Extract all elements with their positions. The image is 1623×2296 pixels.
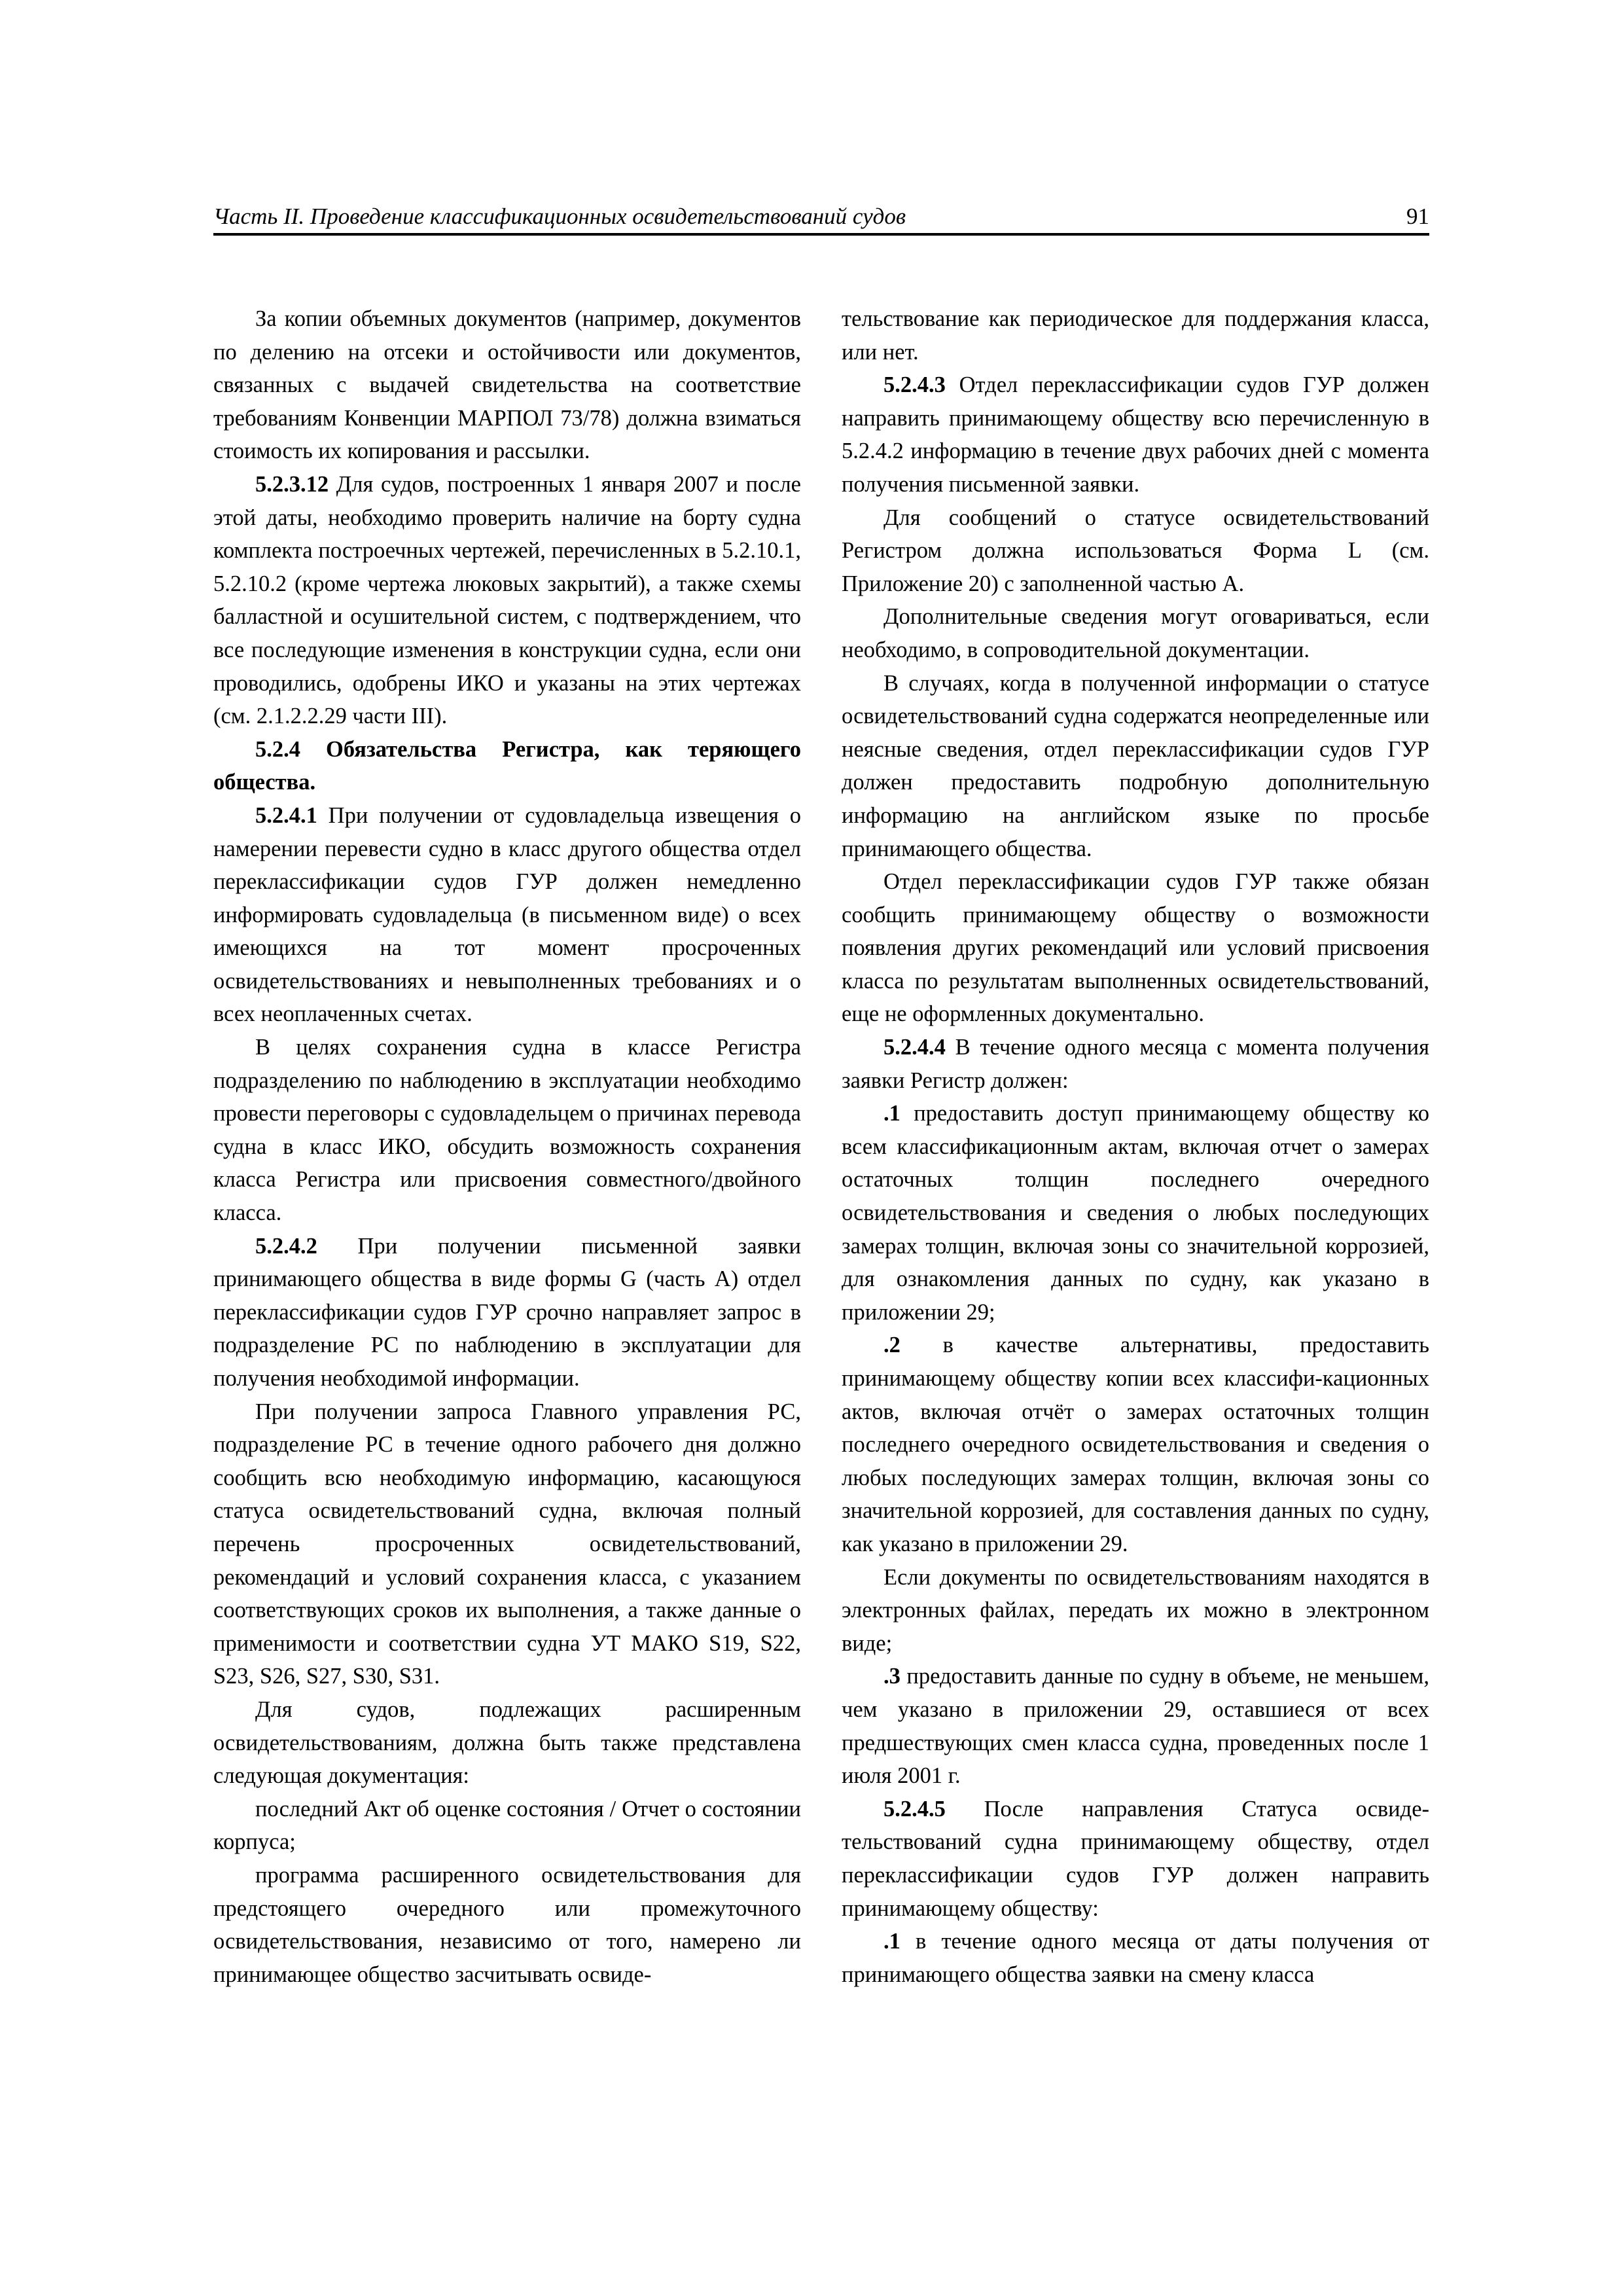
header-rule [213,233,1429,236]
paragraph-text: В случаях, когда в полученной информации о статусе освидетельствований судна содержатся неопределенные или неясные сведения, отдел переклассификации судов ГУР должен предоставить подробную дополнительную информацию на английском языке по просьбе принимающего общества. [842,670,1429,861]
right-column [842,302,1429,1991]
paragraph-text: После направления Статуса освиде-тельствований судна принимающему обществу, отдел переклассификации судов ГУР должен направить принимающему обществу: [842,1796,1429,1921]
paragraph [842,865,1429,1031]
paragraph [213,1859,801,1991]
paragraph [213,468,801,733]
paragraph [842,1660,1429,1792]
clause-number: .1 [883,1101,901,1126]
paragraph [842,667,1429,866]
paragraph-text: Отдел переклассификации судов ГУР также обязан сообщить принимающему обществу о возможности появления других рекомендаций или условий присвоения класса по результатам выполненных освидетельствований, еще не оформленных документально. [842,869,1429,1027]
paragraph [842,1329,1429,1560]
clause-number: 5.2.4.1 [255,802,317,828]
paragraph [842,501,1429,601]
paragraph [213,733,801,799]
paragraph-text: За копии объемных документов (например, документов по делению на отсеки и остойчивости или документов, связанных с выдачей свидетельства на соответствие требованиям Конвенции МАРПОЛ 73/78) должна взиматься стоимость их копирования и рассылки. [213,306,801,464]
paragraph [213,302,801,468]
clause-number: 5.2.4.3 [883,372,946,398]
paragraph-text: В течение одного месяца с момента получения заявки Регистр должен: [842,1035,1429,1093]
paragraph [842,302,1429,368]
clause-number: 5.2.4.4 [883,1035,946,1060]
clause-number: .2 [883,1333,901,1358]
paragraph [213,799,801,1031]
clause-number: 5.2.4 Обязательства Регистра, как теряющего общества. [213,736,801,795]
paragraph-text: тельствование как периодическое для поддержания класса, или нет. [842,306,1429,365]
paragraph-text: в течение одного месяца от даты получения от принимающего общества заявки на смену класса [842,1929,1429,1987]
paragraph-text: последний Акт об оценке состояния / Отчет о состоянии корпуса; [213,1796,801,1855]
paragraph [842,1561,1429,1660]
paragraph-text: Для судов, подлежащих расширенным освидетельствованиям, должна быть также представлена следующая документация: [213,1696,801,1789]
paragraph-text: Для сообщений о статусе освидетельствований Регистром должна использоваться Форма L (см. Приложение 20) с заполненной частью A. [842,505,1429,596]
clause-number: 5.2.4.2 [255,1233,317,1259]
paragraph-text: в качестве альтернативы, предоставить принимающему обществу копии всех классифи-кационных актов, включая отчёт о замерах остаточных толщин последнего очередного освидетельствования и сведения о любых последующих замерах толщин, включая зоны со значительной коррозией, для составления данных по судну, как указано в приложении 29. [842,1333,1429,1556]
paragraph-text: При получении письменной заявки принимающего общества в виде формы G (часть A) отдел переклассификации судов ГУР срочно направляет запрос в подразделение РС по наблюдению в эксплуатации для получения необходимой информации. [213,1233,801,1391]
paragraph-text: Если документы по освидетельствованиям находятся в электронных файлах, передать их можно в электронном виде; [842,1564,1429,1656]
paragraph [842,1793,1429,1925]
paragraph-text: Дополнительные сведения могут оговариваться, если необходимо, в сопроводительной документации. [842,604,1429,662]
paragraph [842,368,1429,501]
paragraph [842,1031,1429,1097]
paragraph [213,1693,801,1793]
clause-number: 5.2.3.12 [255,471,329,497]
paragraph [213,1793,801,1859]
paragraph-text: При получении запроса Главного управления РС, подразделение РС в течение одного рабочего дня должно сообщить всю необходимую информацию, касающуюся статуса освидетельствований судна, включая полный перечень просроченных освидетельствований, рекомендаций и условий сохранения класса, с указанием соответствующих сроков их выполнения, а также данные о применимости и соответствии судна УТ МАКО S19, S22, S23, S26, S27, S30, S31. [213,1399,801,1689]
paragraph-text: При получении от судовладельца извещения о намерении перевести судно в класс другого общества отдел переклассификации судов ГУР должен немедленно информировать судовладельца (в письменном виде) о всех имеющихся на тот момент просроченных освидетельствованиях и невыполненных требованиях и о всех неоплаченных счетах. [213,802,801,1027]
paragraph [842,1925,1429,1991]
clause-number: .3 [883,1664,901,1689]
paragraph [213,1031,801,1230]
paragraph-text: предоставить доступ принимающему обществу ко всем классификационным актам, включая отчет о замерах остаточных толщин последнего очередного освидетельствования и сведения о любых последующих замерах толщин, включая зоны со значительной коррозией, для ознакомления данных по судну, как указано в приложении 29; [842,1101,1429,1325]
left-column [213,302,801,1991]
paragraph-text: программа расширенного освидетельствования для предстоящего очередного или промежуточного освидетельствования, независимо от того, намерено ли принимающее общество засчитывать освиде- [213,1862,801,1987]
paragraph [842,600,1429,666]
paragraph-text: В целях сохранения судна в классе Регистра подразделению по наблюдению в эксплуатации необходимо провести переговоры с судовладельцем о причинах перевода судна в класс ИКО, обсудить возможность сохранения класса Регистра или присвоения совместного/двойного класса. [213,1035,801,1226]
paragraph [842,1097,1429,1329]
clause-number: 5.2.4.5 [883,1796,946,1821]
running-title: Часть II. Проведение классификационных освидетельствований судов [213,204,906,229]
page-number: 91 [1406,204,1429,229]
paragraph-text: Для судов, построенных 1 января 2007 и после этой даты, необходимо проверить наличие на борту судна комплекта построечных чертежей, перечисленных в 5.2.10.1, 5.2.10.2 (кроме чертежа люковых закрытий), а также схемы балластной и осушительной систем, с подтверждением, что все последующие изменения в конструкции судна, если они проводились, одобрены ИКО и указаны на этих чертежах (см. 2.1.2.2.29 части III). [213,471,801,729]
clause-number: .1 [883,1929,901,1954]
page-header [213,202,1429,232]
paragraph-text: Отдел переклассификации судов ГУР должен направить принимающему обществу всю перечисленную в 5.2.4.2 информацию в течение двух рабочих дней с момента получения письменной заявки. [842,372,1429,497]
paragraph-text: предоставить данные по судну в объеме, не меньшем, чем указано в приложении 29, оставшиеся от всех предшествующих смен класса судна, проведенных после 1 июля 2001 г. [842,1664,1429,1789]
paragraph [213,1395,801,1693]
paragraph [213,1230,801,1395]
